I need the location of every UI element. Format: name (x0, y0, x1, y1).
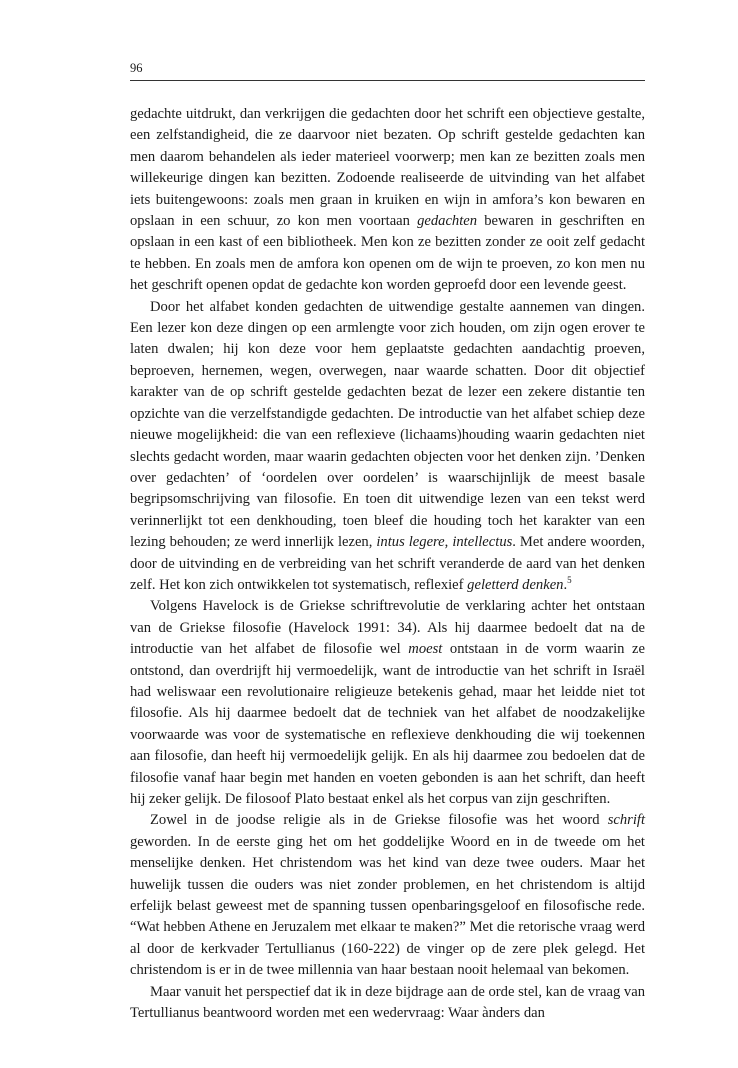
italic-term: intellectus (452, 534, 513, 551)
italic-term: moest (408, 641, 443, 658)
text-segment: . Met andere woorden, door de uitvinding en de verbreiding van het schrift veranderde de aard van het denken zelf. Het kon zich ontwikkelen tot systematisch, reflexief (130, 534, 646, 593)
paragraph-2 (130, 297, 645, 597)
text-segment: gedachte uitdrukt, dan verkrijgen die gedachten door het schrift een objectieve gestalte, een zelfstandigheid, die ze daarvoor niet bezaten. Op schrift gestelde gedachten kan men daarom behandelen als ieder materieel voorwerp; men kan ze bezitten zoals men willekeurige dingen kan bezitten. Zodoende realiseerde de uitvinding van het alfabet iets buitengewoons: zoals men graan in kruiken en wijn in amfora’s kon bewaren en opslaan in een schuur, zo kon men voortaan (130, 106, 645, 230)
italic-term: gedachten (417, 213, 478, 230)
italic-term: geletterd denken (467, 576, 564, 593)
paragraph-4 (130, 810, 645, 981)
text-segment: Maar vanuit het perspectief dat ik in deze bijdrage aan de orde stel, kan de vraag van Tertullianus beantwoord worden met een wedervraag: Waar ànders dan (130, 983, 645, 1022)
paragraph-1 (130, 104, 645, 297)
text-segment: Volgens Havelock is de Griekse schriftrevolutie de verklaring achter het ontstaan van de Griekse filosofie (Havelock 1991: 34). Als hij daarmee bedoelt dat na de introductie van het alfabet de filosofie wel (130, 598, 645, 658)
header-rule (130, 80, 645, 81)
text-segment: Door het alfabet konden gedachten de uitwendige gestalte aannemen van dingen. Een lezer kon deze dingen op een armlengte voor zich houden, om zijn ogen erover te laten dwalen; hij kon deze voor hem geplaatste gedachten aandachtig proeven, beproeven, hernemen, wegen, overwegen, naar waarde schatten. Door dit objectief karakter van de op schrift gestelde gedachten bezat de lezer een zekere distantie ten opzichte van die verzelfstandigde gedachten. De introductie van het alfabet schiep deze nieuwe mogelijkheid: die van een reflexieve (lichaams)houding waarin gedachten niet slechts gedacht worden, maar waarin gedachten objecten voor het denken zijn. ’Denken over gedachten’ of ‘oordelen over oordelen’ is waarschijnlijk de meest basale begripsomschrijving van filosofie. En toen dit uitwendige lezen van een tekst werd verinnerlijkt tot een denkhouding, toen bleef die houding toch het karakter van een lezing behouden; ze werd innerlijk lezen, (130, 298, 645, 551)
italic-term: intus legere (376, 534, 445, 551)
text-segment: ontstaan in de vorm waarin ze ontstond, dan overdrijft hij vermoedelijk, want de introductie van het schrift in Israël had weliswaar een revolutionaire religieuze betekenis gehad, maar het leidde niet tot filosofie. Als hij daarmee bedoelt dat de techniek van het alfabet de noodzakelijke voorwaarde was voor de systematische en reflexieve denkhouding die wij toekennen aan filosofie, dan heeft hij vermoedelijk gelijk. En als hij daarmee zou bedoelen dat de filosofie vanaf haar begin met handen en voeten gebonden is aan het schrift, dan heeft hij zeker gelijk. De filosoof Plato bestaat enkel als het corpus van zijn geschriften. (130, 641, 645, 807)
paragraph-5 (130, 982, 645, 1025)
text-segment: . (563, 576, 568, 593)
page-number: 96 (130, 61, 143, 75)
footnote-marker: 5 (567, 575, 572, 586)
body-text (130, 104, 645, 1024)
text-segment: bewaren in geschriften en opslaan in een kast of een bibliotheek. Men kon ze bezitten zonder ze ooit zelf gedacht te hebben. En zoals men de amfora kon openen om de wijn te proeven, zo kon men nu het geschrift openen opdat de gedachte kon worden geproefd door een levende geest. (130, 213, 645, 294)
italic-term: schrift (607, 812, 645, 829)
paragraph-3 (130, 596, 645, 810)
text-segment: geworden. In de eerste ging het om het goddelijke Woord en in de tweede om het menselijke denken. Het christendom was het kind van deze twee ouders. Maar het huwelijk tussen die ouders was niet zonder problemen, en het christendom is altijd erfelijk belast geweest met de spanning tussen openbaringsgeloof en filosofische rede. “Wat hebben Athene en Jeruzalem met elkaar te maken?” Met die retorische vraag werd al door de kerkvader Tertullianus (160-222) de vinger op de zere plek gelegd. Het christendom is er in de twee millennia van haar bestaan nooit helemaal van bekomen. (130, 833, 645, 979)
text-segment: Zowel in de joodse religie als in de Griekse filosofie was het woord (150, 812, 608, 829)
text-segment: , (444, 534, 453, 551)
